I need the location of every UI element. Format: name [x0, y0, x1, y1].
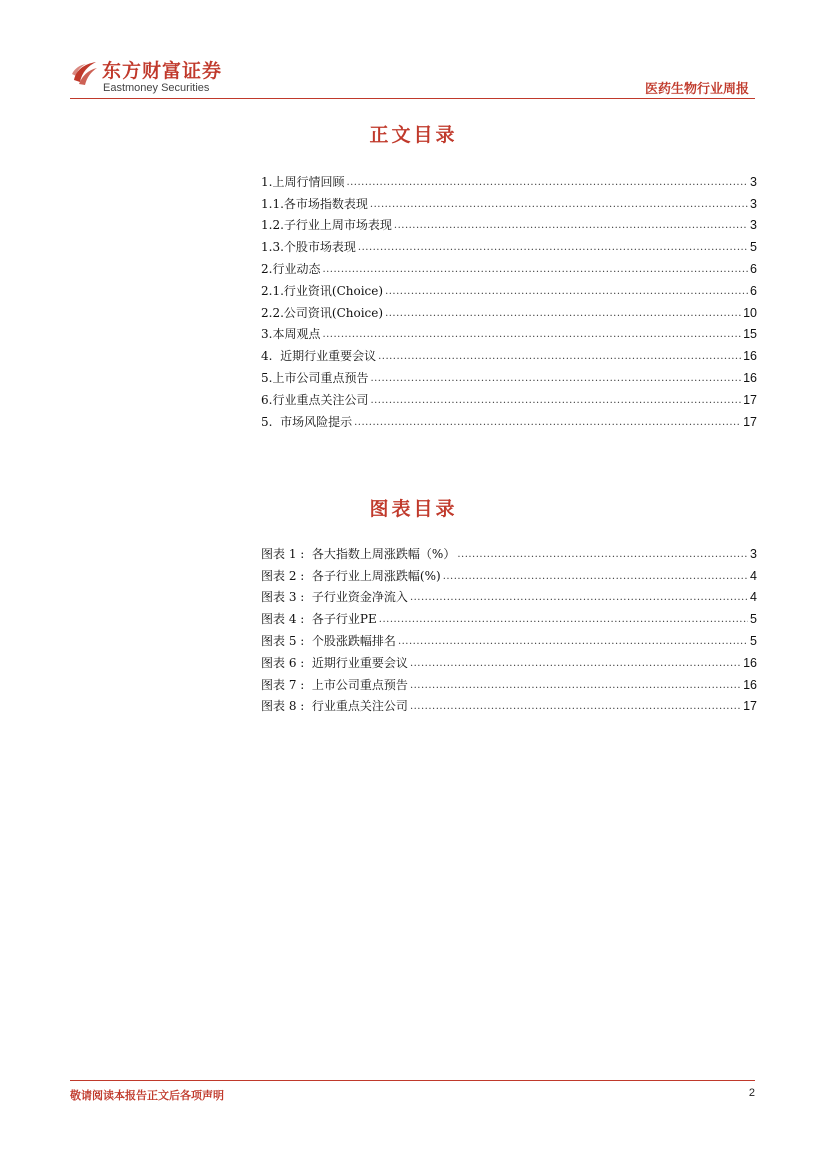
- dot-leader: [457, 547, 748, 562]
- dot-leader: [358, 240, 748, 255]
- figure-entry-label: 图表 7 : 上市公司重点预告: [261, 677, 408, 692]
- logo-english-name: Eastmoney Securities: [103, 82, 210, 94]
- toc-entry[interactable]: [261, 321, 757, 343]
- toc-entry-page: 6: [750, 283, 757, 298]
- figure-entry-page: 17: [743, 699, 757, 714]
- toc-entry-page: 16: [743, 370, 757, 385]
- dot-leader: [379, 612, 748, 627]
- figures-toc-title: 图表目录: [369, 498, 458, 520]
- dot-leader: [370, 393, 741, 408]
- toc-entry-page: 5: [750, 240, 757, 255]
- toc-entry-label: 2.行业动态: [261, 261, 321, 276]
- figure-entry[interactable]: [261, 649, 757, 671]
- toc-entry-page: 3: [750, 174, 757, 189]
- toc-entry-page: 16: [743, 349, 757, 364]
- figure-entry-label: 图表 4 : 各子行业PE: [261, 612, 377, 627]
- dot-leader: [322, 262, 748, 277]
- figure-entry-label: 图表 2 : 各子行业上周涨跌幅(%): [261, 568, 441, 583]
- figure-entry-page: 4: [750, 590, 757, 605]
- figure-entry[interactable]: [261, 671, 757, 693]
- dot-leader: [370, 197, 748, 212]
- toc-entry-page: 17: [743, 414, 757, 429]
- toc-title: 正文目录: [369, 124, 458, 146]
- figure-entry-label: 图表 6 : 近期行业重要会议: [261, 655, 408, 670]
- toc-entry-label: 3.本周观点: [261, 327, 321, 342]
- toc-entry-page: 6: [750, 261, 757, 276]
- dot-leader: [398, 634, 748, 649]
- toc-entry[interactable]: [261, 408, 757, 430]
- figures-list: [261, 540, 757, 714]
- dot-leader: [443, 569, 748, 584]
- dot-leader: [370, 371, 741, 386]
- figure-entry-page: 3: [750, 546, 757, 561]
- toc-entry[interactable]: [261, 277, 757, 299]
- toc-entry[interactable]: [261, 168, 757, 190]
- page-footer: [70, 1080, 755, 1102]
- figure-entry[interactable]: [261, 693, 757, 715]
- figure-entry-label: 图表 5 : 个股涨跌幅排名: [261, 633, 396, 648]
- page-number: 2: [748, 1087, 755, 1099]
- toc-entry-page: 15: [743, 327, 757, 342]
- figure-entry-page: 4: [750, 568, 757, 583]
- toc-entry-page: 3: [750, 196, 757, 211]
- figure-entry-page: 5: [750, 633, 757, 648]
- dot-leader: [410, 656, 741, 671]
- dot-leader: [346, 175, 748, 190]
- figure-entry[interactable]: [261, 605, 757, 627]
- toc-entry[interactable]: [261, 190, 757, 212]
- company-logo: [70, 56, 250, 96]
- toc-entry-label: 2.2.公司资讯(Choice): [261, 305, 384, 320]
- dot-leader: [322, 327, 741, 342]
- figure-entry[interactable]: [261, 584, 757, 606]
- figure-entry[interactable]: [261, 627, 757, 649]
- figure-entry-label: 图表 1 : 各大指数上周涨跌幅（%）: [261, 546, 456, 561]
- toc-entry[interactable]: [261, 342, 757, 364]
- dot-leader: [378, 349, 741, 364]
- toc-entry-label: 6.行业重点关注公司: [261, 392, 369, 407]
- toc-entry-label: 1.上周行情回顾: [261, 174, 345, 189]
- toc-entry-page: 17: [743, 392, 757, 407]
- dot-leader: [354, 415, 741, 430]
- dot-leader: [410, 678, 741, 693]
- toc-entry[interactable]: [261, 255, 757, 277]
- toc-entry-label: 5.上市公司重点预告: [261, 370, 369, 385]
- dot-leader: [385, 306, 741, 321]
- toc-entry-label: 5. 市场风险提示: [261, 414, 353, 429]
- toc-entry-label: 2.1.行业资讯(Choice): [261, 283, 384, 298]
- figure-entry[interactable]: [261, 562, 757, 584]
- figure-entry-label: 图表 3 : 子行业资金净流入: [261, 590, 408, 605]
- dot-leader: [385, 284, 748, 299]
- toc-entry-page: 3: [750, 218, 757, 233]
- figure-entry-page: 5: [750, 612, 757, 627]
- figure-entry-page: 16: [743, 655, 757, 670]
- toc-entry-label: 1.2.子行业上周市场表现: [261, 218, 392, 233]
- disclaimer-text: 敬请阅读本报告正文后各项声明: [70, 1089, 224, 1102]
- toc-entry[interactable]: [261, 299, 757, 321]
- figure-entry[interactable]: [261, 540, 757, 562]
- report-type-label: 医药生物行业周报: [644, 82, 749, 97]
- logo-chinese-name: 东方财富证券: [102, 60, 223, 82]
- toc-entry-page: 10: [743, 305, 757, 320]
- dot-leader: [410, 699, 741, 714]
- eastmoney-logo-icon: [70, 58, 100, 88]
- figure-entry-label: 图表 8 : 行业重点关注公司: [261, 699, 408, 714]
- dot-leader: [410, 590, 748, 605]
- toc-entry-label: 4. 近期行业重要会议: [261, 349, 377, 364]
- figure-entry-page: 16: [743, 677, 757, 692]
- toc-entry[interactable]: [261, 364, 757, 386]
- toc-entry[interactable]: [261, 233, 757, 255]
- table-of-contents: [261, 168, 757, 430]
- toc-entry-label: 1.1.各市场指数表现: [261, 196, 368, 211]
- toc-entry-label: 1.3.个股市场表现: [261, 240, 356, 255]
- toc-entry[interactable]: [261, 212, 757, 234]
- toc-entry[interactable]: [261, 386, 757, 408]
- dot-leader: [394, 218, 748, 233]
- page-header: [70, 52, 755, 99]
